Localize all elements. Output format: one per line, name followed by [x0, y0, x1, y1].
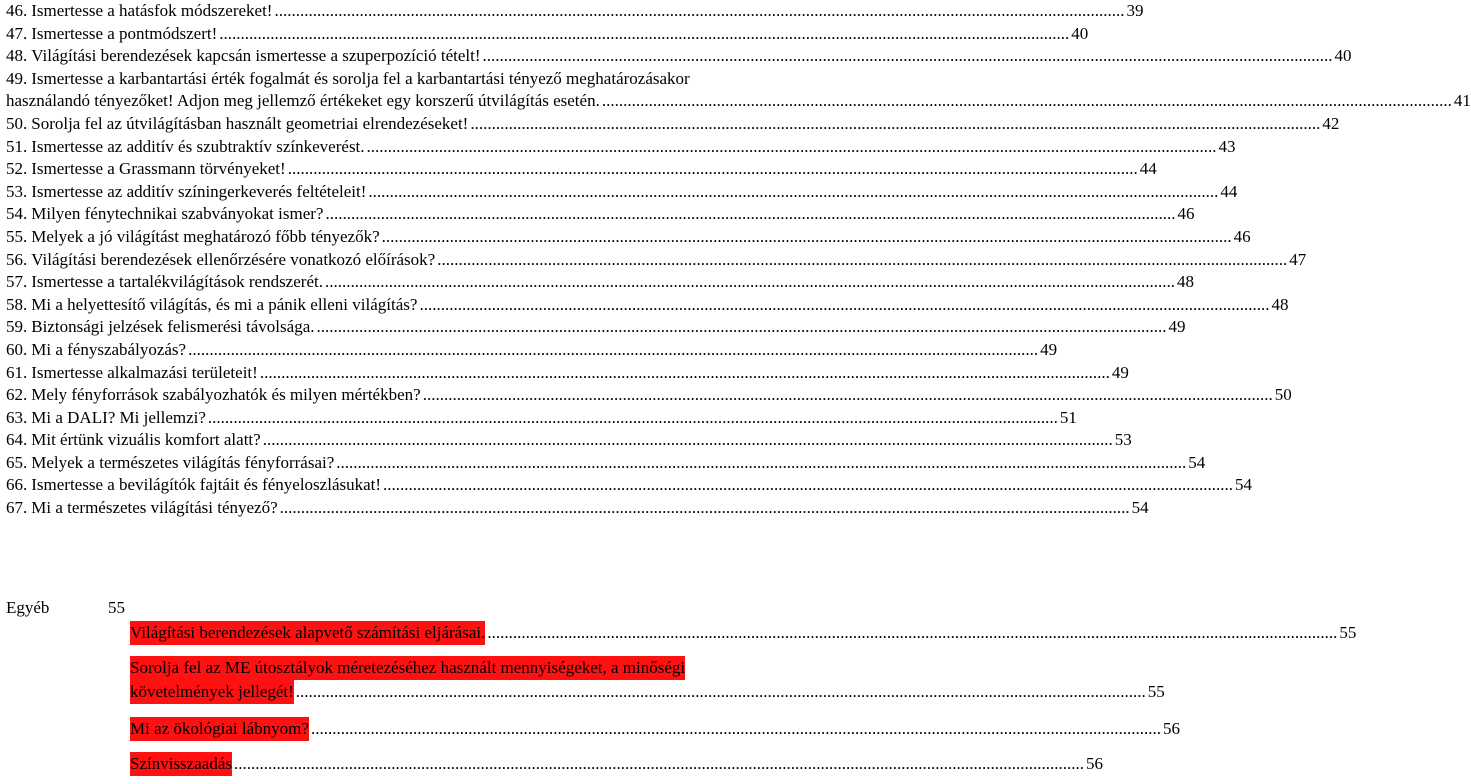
dot-leader — [280, 497, 1130, 519]
entry-page: 56 — [1085, 754, 1103, 773]
dot-leader — [208, 407, 1058, 429]
toc-entry-66[interactable]: 66. Ismertesse a bevilágítók fajtáit és fényeloszlásukat! ..... 54 — [6, 474, 960, 497]
dot-leader — [188, 339, 1038, 361]
section-entry-3[interactable] — [130, 717, 1180, 741]
toc-entry-47[interactable]: 47. Ismertesse a pontmódszert! ..... 40 — [6, 23, 960, 46]
dot-leader — [437, 249, 1287, 271]
highlighted-title: Mi az ökológiai lábnyom? — [130, 717, 309, 741]
dot-leader — [325, 203, 1175, 225]
highlighted-title: Világítási berendezések alapvető számítási eljárásai. — [130, 621, 485, 645]
dot-leader — [288, 158, 1138, 180]
dot-leader — [234, 752, 1084, 776]
dot-leader — [383, 474, 1233, 496]
toc-entry-50[interactable]: 50. Sorolja fel az útvilágításban használt geometriai elrendezéseket! ..... 42 — [6, 113, 960, 136]
dot-leader — [274, 0, 1124, 22]
toc-entry-53[interactable]: 53. Ismertesse az additív színingerkeverés feltételeit! ..... 44 — [6, 181, 960, 204]
dot-leader — [382, 226, 1232, 248]
dot-leader — [470, 113, 1320, 135]
toc-entry-57[interactable]: 57. Ismertesse a tartalékvilágítások rendszerét. ..... 48 — [6, 271, 960, 294]
dot-leader — [317, 316, 1167, 338]
toc-entry-61[interactable]: 61. Ismertesse alkalmazási területeit! ..... 49 — [6, 362, 960, 385]
toc-entry-52[interactable]: 52. Ismertesse a Grassmann törvényeket! ..... 44 — [6, 158, 960, 181]
dot-leader — [423, 384, 1273, 406]
toc-entry-63[interactable]: 63. Mi a DALI? Mi jellemzi? ..... 51 — [6, 407, 960, 430]
toc-entry-54[interactable]: 54. Milyen fénytechnikai szabványokat ismer? ..... 46 — [6, 203, 960, 226]
toc-entry-55[interactable]: 55. Melyek a jó világítást meghatározó főbb tényezők? ..... 46 — [6, 226, 960, 249]
section-entry-4[interactable] — [130, 752, 1103, 776]
section-page: 55 — [108, 598, 125, 617]
highlighted-title-line1: Sorolja fel az ME útosztályok méretezéséhez használt mennyiségeket, a minőségi — [130, 656, 685, 680]
entry-page: 55 — [1339, 623, 1357, 642]
toc-entry-59[interactable]: 59. Biztonsági jelzések felismerési távolsága. ..... 49 — [6, 316, 960, 339]
toc-entry-64[interactable]: 64. Mit értünk vizuális komfort alatt? ..... 53 — [6, 429, 960, 452]
entry-page: 56 — [1162, 719, 1180, 738]
dot-leader — [219, 23, 1069, 45]
toc-entry-60[interactable]: 60. Mi a fényszabályozás? ..... 49 — [6, 339, 960, 362]
dot-leader — [483, 45, 1333, 67]
toc-entry-49[interactable]: 49. Ismertesse a karbantartási érték fogalmát és sorolja fel a karbantartási tényező meghatározásakor használandó tényezőket! Adjon meg jellemző értékeket egy korszerű útvilágítás esetén. ..... 41 — [6, 68, 960, 113]
section-entry-1[interactable] — [130, 621, 1357, 645]
toc-entry-58[interactable]: 58. Mi a helyettesítő világítás, és mi a pánik elleni világítás? ..... 48 — [6, 294, 960, 317]
toc-entry-65[interactable]: 65. Melyek a természetes világítás fényforrásai? ..... 54 — [6, 452, 960, 475]
table-of-contents — [6, 0, 1471, 520]
dot-leader — [419, 294, 1269, 316]
toc-entry-48[interactable]: 48. Világítási berendezések kapcsán ismertesse a szuperpozíció tételt! ..... 40 — [6, 45, 960, 68]
dot-leader — [602, 90, 1452, 112]
dot-leader — [336, 452, 1186, 474]
highlighted-title: Színvisszaadás — [130, 752, 232, 776]
dot-leader — [325, 271, 1175, 293]
toc-entry-51[interactable]: 51. Ismertesse az additív és szubtraktív színkeverést. ..... 43 — [6, 136, 960, 159]
toc-entry-title-line1: Ismertesse a karbantartási érték fogalmát és sorolja fel a karbantartási tényező meghatározásakor — [31, 68, 690, 88]
dot-leader — [487, 621, 1337, 645]
toc-entry-46[interactable]: 46. Ismertesse a hatásfok módszereket! ..... 39 — [6, 0, 960, 23]
dot-leader — [311, 717, 1161, 741]
toc-entry-62[interactable]: 62. Mely fényforrások szabályozhatók és milyen mértékben? ..... 50 — [6, 384, 960, 407]
dot-leader — [368, 181, 1218, 203]
toc-entry-title-line2: használandó tényezőket! Adjon meg jellemző értékeket egy korszerű útvilágítás esetén. — [6, 91, 600, 111]
highlighted-title-line2: követelmények jellegét! — [130, 680, 294, 704]
toc-entry-56[interactable]: 56. Világítási berendezések ellenőrzésére vonatkozó előírások? ..... 47 — [6, 249, 960, 272]
dot-leader — [260, 362, 1110, 384]
dot-leader — [263, 429, 1113, 451]
toc-entry-67[interactable]: 67. Mi a természetes világítási tényező? ..... 54 — [6, 497, 960, 520]
dot-leader — [296, 680, 1146, 704]
entry-page: 55 — [1147, 682, 1165, 701]
section-entry-2[interactable] — [130, 656, 1165, 704]
section-heading[interactable] — [6, 598, 125, 618]
section-label: Egyéb — [6, 598, 50, 617]
dot-leader — [367, 136, 1217, 158]
